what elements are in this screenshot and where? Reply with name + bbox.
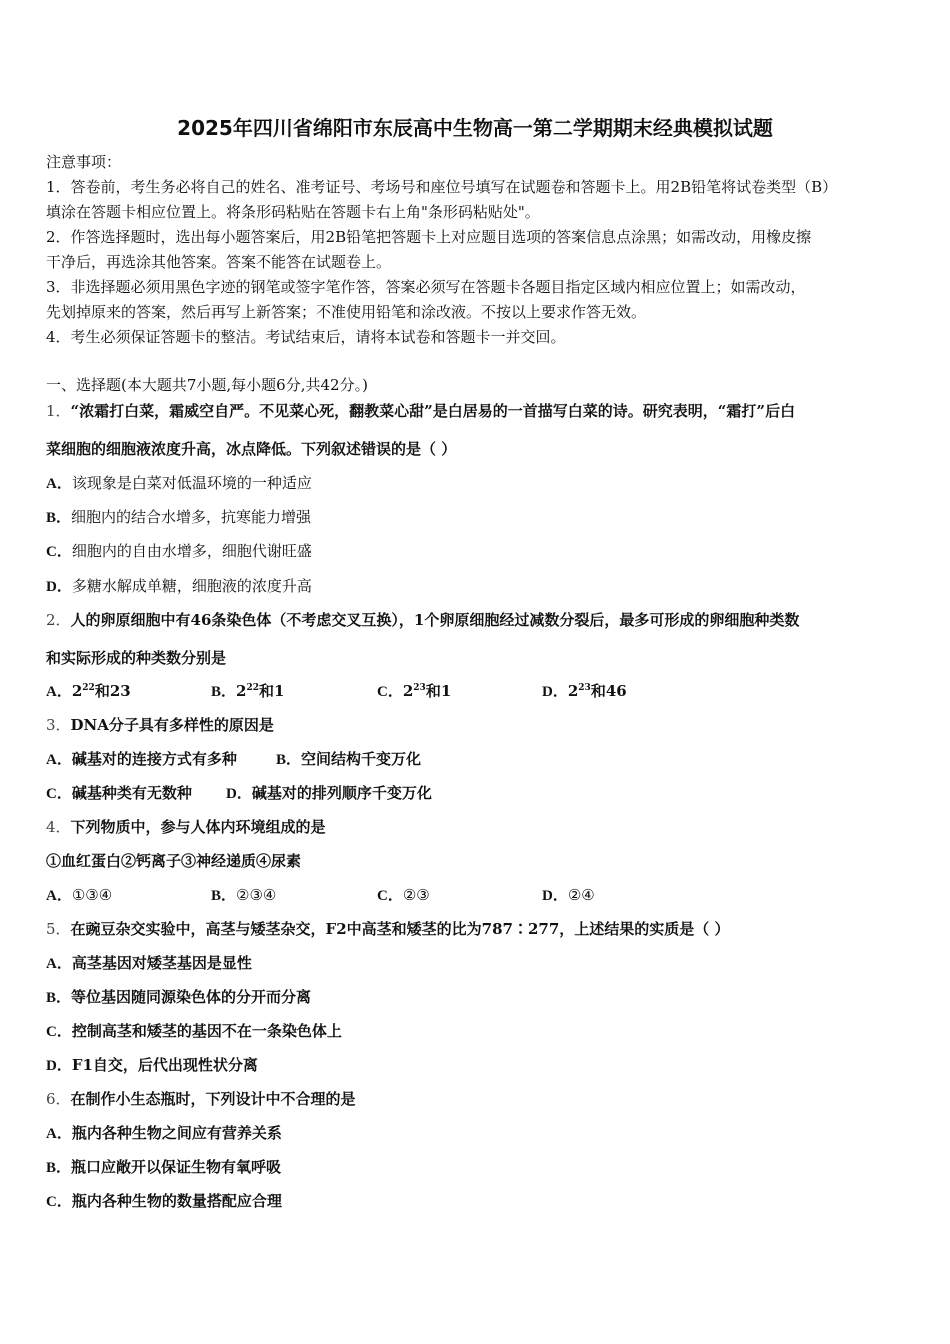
question-5 [46,918,916,939]
notice-line: 2．作答选择题时，选出每小题答案后，用2B铅笔把答题卡上对应题目选项的答案信息点涂黑；如需改动，用橡皮擦 [46,228,812,246]
option-b: B．$2^{22}$和1 [211,682,285,700]
option-d: D．多糖水解成单糖，细胞液的浓度升高 [46,577,312,595]
question-number: 4． [46,818,71,836]
option-a: A．瓶内各种生物之间应有营养关系 [46,1124,282,1142]
option-c: C．②③ [377,886,430,904]
question-number: 6． [46,1090,71,1108]
page-title: 2025年四川省绵阳市东辰高中生物高一第二学期期末经典模拟试题 [177,116,773,140]
option-b: B．等位基因随同源染色体的分开而分离 [46,988,312,1006]
option-c: C．$2^{23}$和1 [377,682,452,700]
option-a: A．该现象是白菜对低温环境的一种适应 [46,474,312,492]
option-d: D．$2^{23}$和46 [542,682,627,700]
question-text: “浓霜打白菜，霜威空自严。不见菜心死，翻教菜心甜”是白居易的一首描写白菜的诗。研究表明，“霜打”后白 [70,402,796,420]
option-a: A．①③④ [46,886,113,904]
question-4 [46,816,916,837]
question-text-cont: ①血红蛋白②钙离子③神经递质④尿素 [46,852,302,870]
question-number: 3． [46,716,71,734]
notice-line: 4．考生必须保证答题卡的整洁。考试结束后，请将本试卷和答题卡一并交回。 [46,328,566,346]
question-1 [46,400,916,421]
notice-line: 填涂在答题卡相应位置上。将条形码粘贴在答题卡右上角"条形码粘贴处"。 [46,203,540,221]
question-text: 在豌豆杂交实验中，高茎与矮茎杂交，F2中高茎和矮茎的比为787∶277，上述结果的实质是（ ） [70,920,730,938]
option-c: C．细胞内的自由水增多，细胞代谢旺盛 [46,542,312,560]
question-number: 2． [46,611,71,629]
notice-line: 干净后，再选涂其他答案。答案不能答在试题卷上。 [46,253,392,271]
option-a: A．碱基对的连接方式有多种 [46,750,237,768]
section-heading: 一、选择题(本大题共7小题,每小题6分,共42分。) [46,376,368,394]
notice-line: 1．答卷前，考生务必将自己的姓名、准考证号、考场号和座位号填写在试题卷和答题卡上。用2B铅笔将试卷类型（B） [46,178,838,196]
question-number: 1． [46,402,71,420]
question-text-cont: 菜细胞的细胞液浓度升高，冰点降低。下列叙述错误的是（ ） [46,440,457,458]
question-text: 下列物质中，参与人体内环境组成的是 [70,818,326,836]
notice-block [46,150,908,350]
option-b: B．瓶口应敞开以保证生物有氧呼吸 [46,1158,282,1176]
option-c: C．控制高茎和矮茎的基因不在一条染色体上 [46,1022,342,1040]
option-d: D．F1自交，后代出现性状分离 [46,1056,258,1074]
option-a: A．$2^{22}$和23 [46,682,131,700]
question-text: DNA分子具有多样性的原因是 [70,716,274,734]
option-b: B．细胞内的结合水增多，抗寒能力增强 [46,508,312,526]
notice-line: 先划掉原来的答案，然后再写上新答案；不准使用铅笔和涂改液。不按以上要求作答无效。 [46,303,647,321]
option-d: D．②④ [542,886,595,904]
question-text: 在制作小生态瓶时，下列设计中不合理的是 [70,1090,356,1108]
option-a: A．高茎基因对矮茎基因是显性 [46,954,252,972]
option-c: C．瓶内各种生物的数量搭配应合理 [46,1192,282,1210]
notice-heading: 注意事项： [46,153,122,171]
option-d: D．碱基对的排列顺序千变万化 [226,784,432,802]
question-number: 5． [46,920,71,938]
question-3 [46,714,916,735]
question-2 [46,609,916,630]
option-c: C．碱基种类有无数种 [46,784,192,802]
option-b: B．空间结构千变万化 [276,750,422,768]
question-6 [46,1088,916,1109]
question-text-cont: 和实际形成的种类数分别是 [46,649,227,667]
question-text: 人的卵原细胞中有46条染色体（不考虑交叉互换），1个卵原细胞经过减数分裂后，最多可形成的卵细胞种类数 [70,611,800,629]
notice-line: 3．非选择题必须用黑色字迹的钢笔或签字笔作答，答案必须写在答题卡各题目指定区域内相应位置上；如需改动， [46,278,806,296]
option-b: B．②③④ [211,886,277,904]
